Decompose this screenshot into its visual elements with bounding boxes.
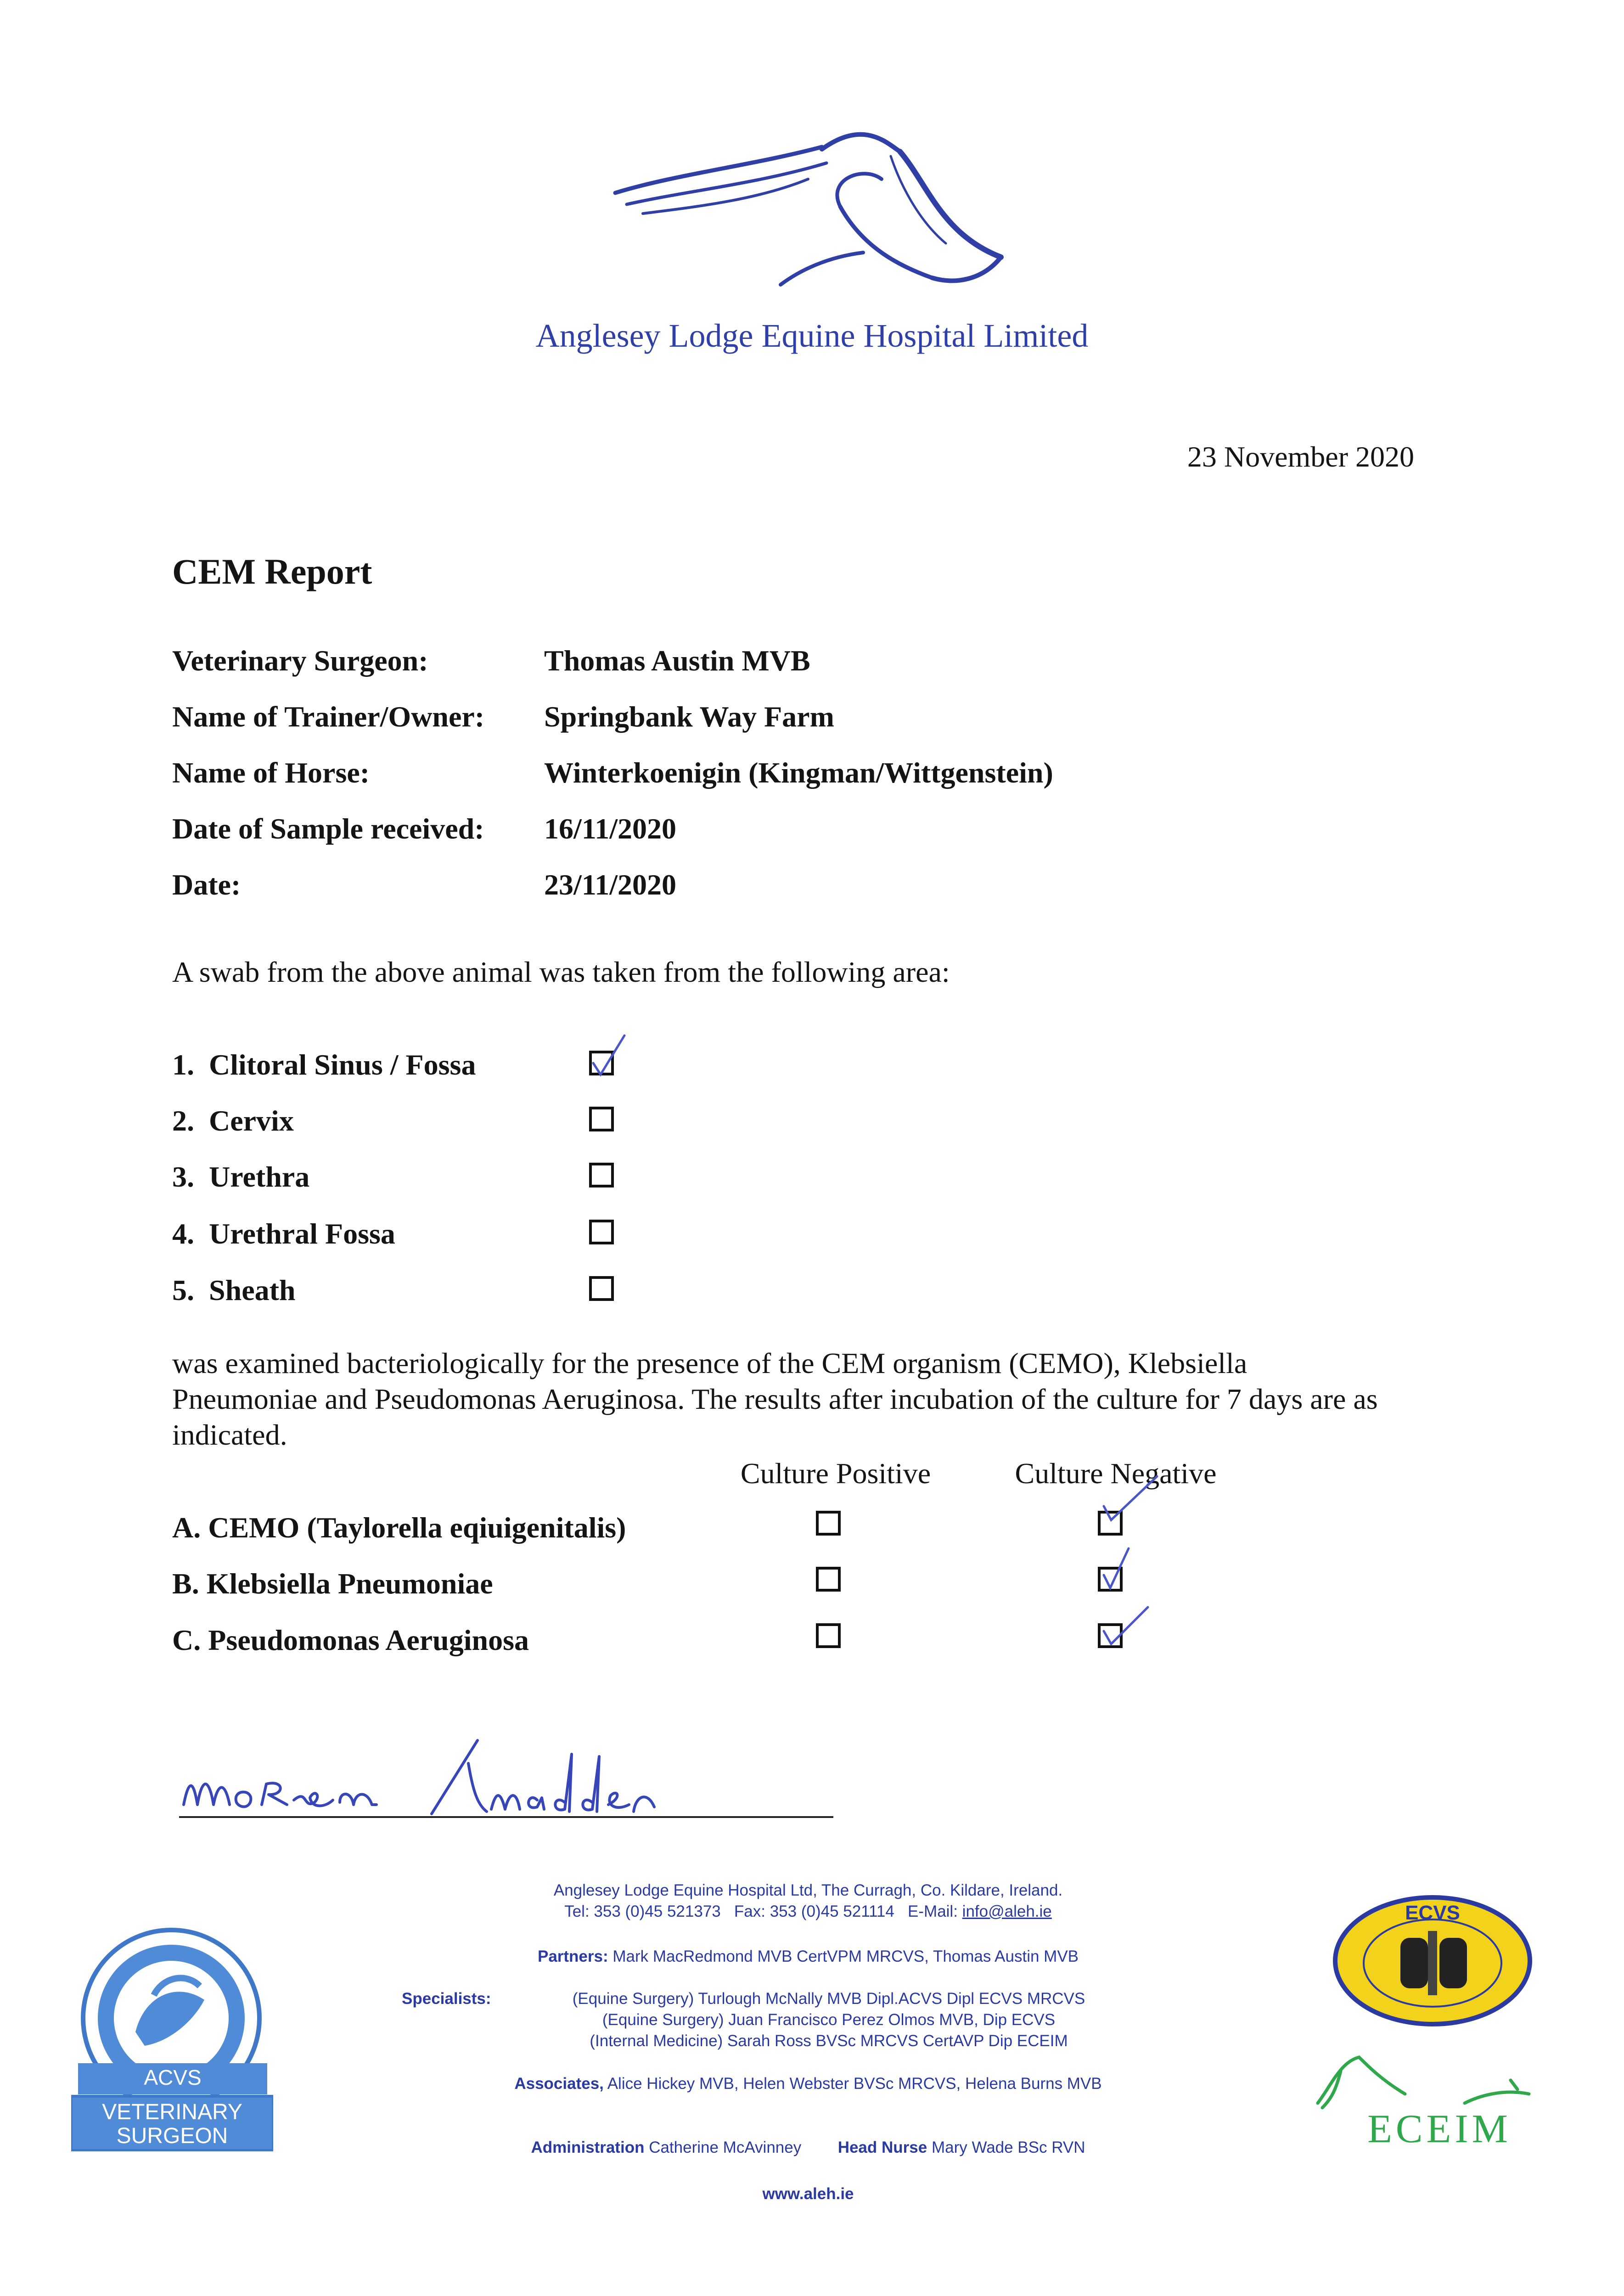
area-label: 5. Sheath [172,1274,296,1306]
area-checkbox-urethra[interactable] [589,1163,614,1187]
report-date: 23 November 2020 [1187,440,1414,473]
organism-row-klebsiella [172,1567,1412,1608]
positive-checkbox-pseudomonas[interactable] [816,1623,841,1648]
area-row-cervix [172,1104,723,1145]
eceim-logo [1313,2030,1543,2158]
partners-label: Partners: [537,1947,608,1965]
info-label: Veterinary Surgeon: [172,644,428,677]
area-checkbox-urethral-fossa[interactable] [589,1220,614,1244]
check-mark-icon [1097,1472,1162,1522]
footer-phone-fax: Tel: 353 (0)45 521373 Fax: 353 (0)45 521114 E-Mail: [564,1902,962,1920]
footer-website[interactable]: www.aleh.ie [762,2185,854,2203]
specialist-line: (Equine Surgery) Juan Francisco Perez Olmos MVB, Dip ECVS [602,2011,1056,2029]
organism-row-pseudomonas [172,1623,1412,1665]
positive-checkbox-klebsiella[interactable] [816,1567,841,1592]
company-name: Anglesey Lodge Equine Hospital Limited [535,317,1089,354]
positive-checkbox-cemo[interactable] [816,1511,841,1536]
area-row-urethra [172,1160,723,1201]
examination-text: was examined bacteriologically for the presence of the CEM organism (CEMO), Klebsiella Pneumoniae and Pseudomonas Aeruginosa. The results after incubation of the culture for 7 days are as indicated. [172,1347,1378,1451]
specialist-line: (Equine Surgery) Turlough McNally MVB Dipl.ACVS Dipl ECVS MRCVS [572,1990,1085,2008]
info-label: Name of Trainer/Owner: [172,700,485,733]
associates-label: Associates, [514,2075,604,2093]
head-nurse-label: Head Nurse [837,2138,927,2156]
info-value: Winterkoenigin (Kingman/Wittgenstein) [544,756,1053,789]
horse-logo [606,115,1019,298]
organism-row-cemo [172,1511,1412,1552]
specialists-label: Specialists: [402,1990,491,2008]
area-label: 2. Cervix [172,1104,294,1137]
footer-address: Anglesey Lodge Equine Hospital Ltd, The Curragh, Co. Kildare, Ireland. [553,1881,1063,1899]
organism-label: C. Pseudomonas Aeruginosa [172,1624,529,1656]
acvs-text-1: ACVS [144,2065,202,2089]
info-value: 16/11/2020 [544,812,677,845]
info-value: Thomas Austin MVB [544,644,810,677]
associates-text: Alice Hickey MVB, Helen Webster BVSc MRCVS, Helena Burns MVB [607,2075,1102,2093]
organism-label: A. CEMO (Taylorella eqiuigenitalis) [172,1511,626,1544]
area-row-urethral-fossa [172,1217,723,1258]
area-label: 1. Clitoral Sinus / Fossa [172,1048,476,1081]
acvs-text-3: SURGEON [116,2124,228,2148]
footer-associates [358,2073,1258,2094]
area-checkbox-cervix[interactable] [589,1107,614,1131]
info-row-trainer-owner [172,700,1412,741]
swab-intro: A swab from the above animal was taken from the following area: [172,956,950,988]
check-mark-icon [1097,1543,1162,1593]
report-title: CEM Report [172,551,372,591]
head-nurse-text: Mary Wade BSc RVN [931,2138,1085,2156]
email-link[interactable]: info@aleh.ie [962,1902,1052,1920]
col-header-positive: Culture Positive [740,1457,931,1490]
area-label: 3. Urethra [172,1160,310,1193]
footer-contact [358,1901,1258,1922]
info-row-vet-surgeon [172,644,1412,685]
check-mark-icon [588,1031,652,1081]
acvs-logo [71,1926,273,2151]
info-row-date [172,868,1412,909]
administration-label: Administration [531,2138,645,2156]
acvs-text-2: VETERINARY [102,2100,242,2124]
info-value: 23/11/2020 [544,868,677,901]
ecvs-text: ECVS [1405,1902,1460,1924]
eceim-text: ECEIM [1367,2107,1512,2151]
info-row-horse [172,756,1412,797]
area-row-sheath [172,1273,723,1315]
ecvs-logo [1332,1894,1534,2027]
area-label: 4. Urethral Fossa [172,1217,395,1250]
check-mark-icon [1097,1598,1162,1649]
area-checkbox-sheath[interactable] [589,1276,614,1301]
partners-text: Mark MacRedmond MVB CertVPM MRCVS, Thomas Austin MVB [613,1947,1079,1965]
administration-text: Catherine McAvinney [649,2138,802,2156]
info-label: Date of Sample received: [172,812,484,845]
info-label: Date: [172,868,241,901]
info-row-sample-received [172,812,1412,853]
specialist-line: (Internal Medicine) Sarah Ross BVSc MRCVS CertAVP Dip ECEIM [590,2032,1068,2050]
info-label: Name of Horse: [172,756,370,789]
footer-partners [358,1946,1258,1967]
info-value: Springbank Way Farm [544,700,834,733]
signature [174,1736,840,1828]
organism-label: B. Klebsiella Pneumoniae [172,1567,493,1600]
footer-staff [358,2137,1258,2158]
signature-line [179,1816,833,1818]
col-header-negative: Culture Negative [1015,1457,1217,1490]
